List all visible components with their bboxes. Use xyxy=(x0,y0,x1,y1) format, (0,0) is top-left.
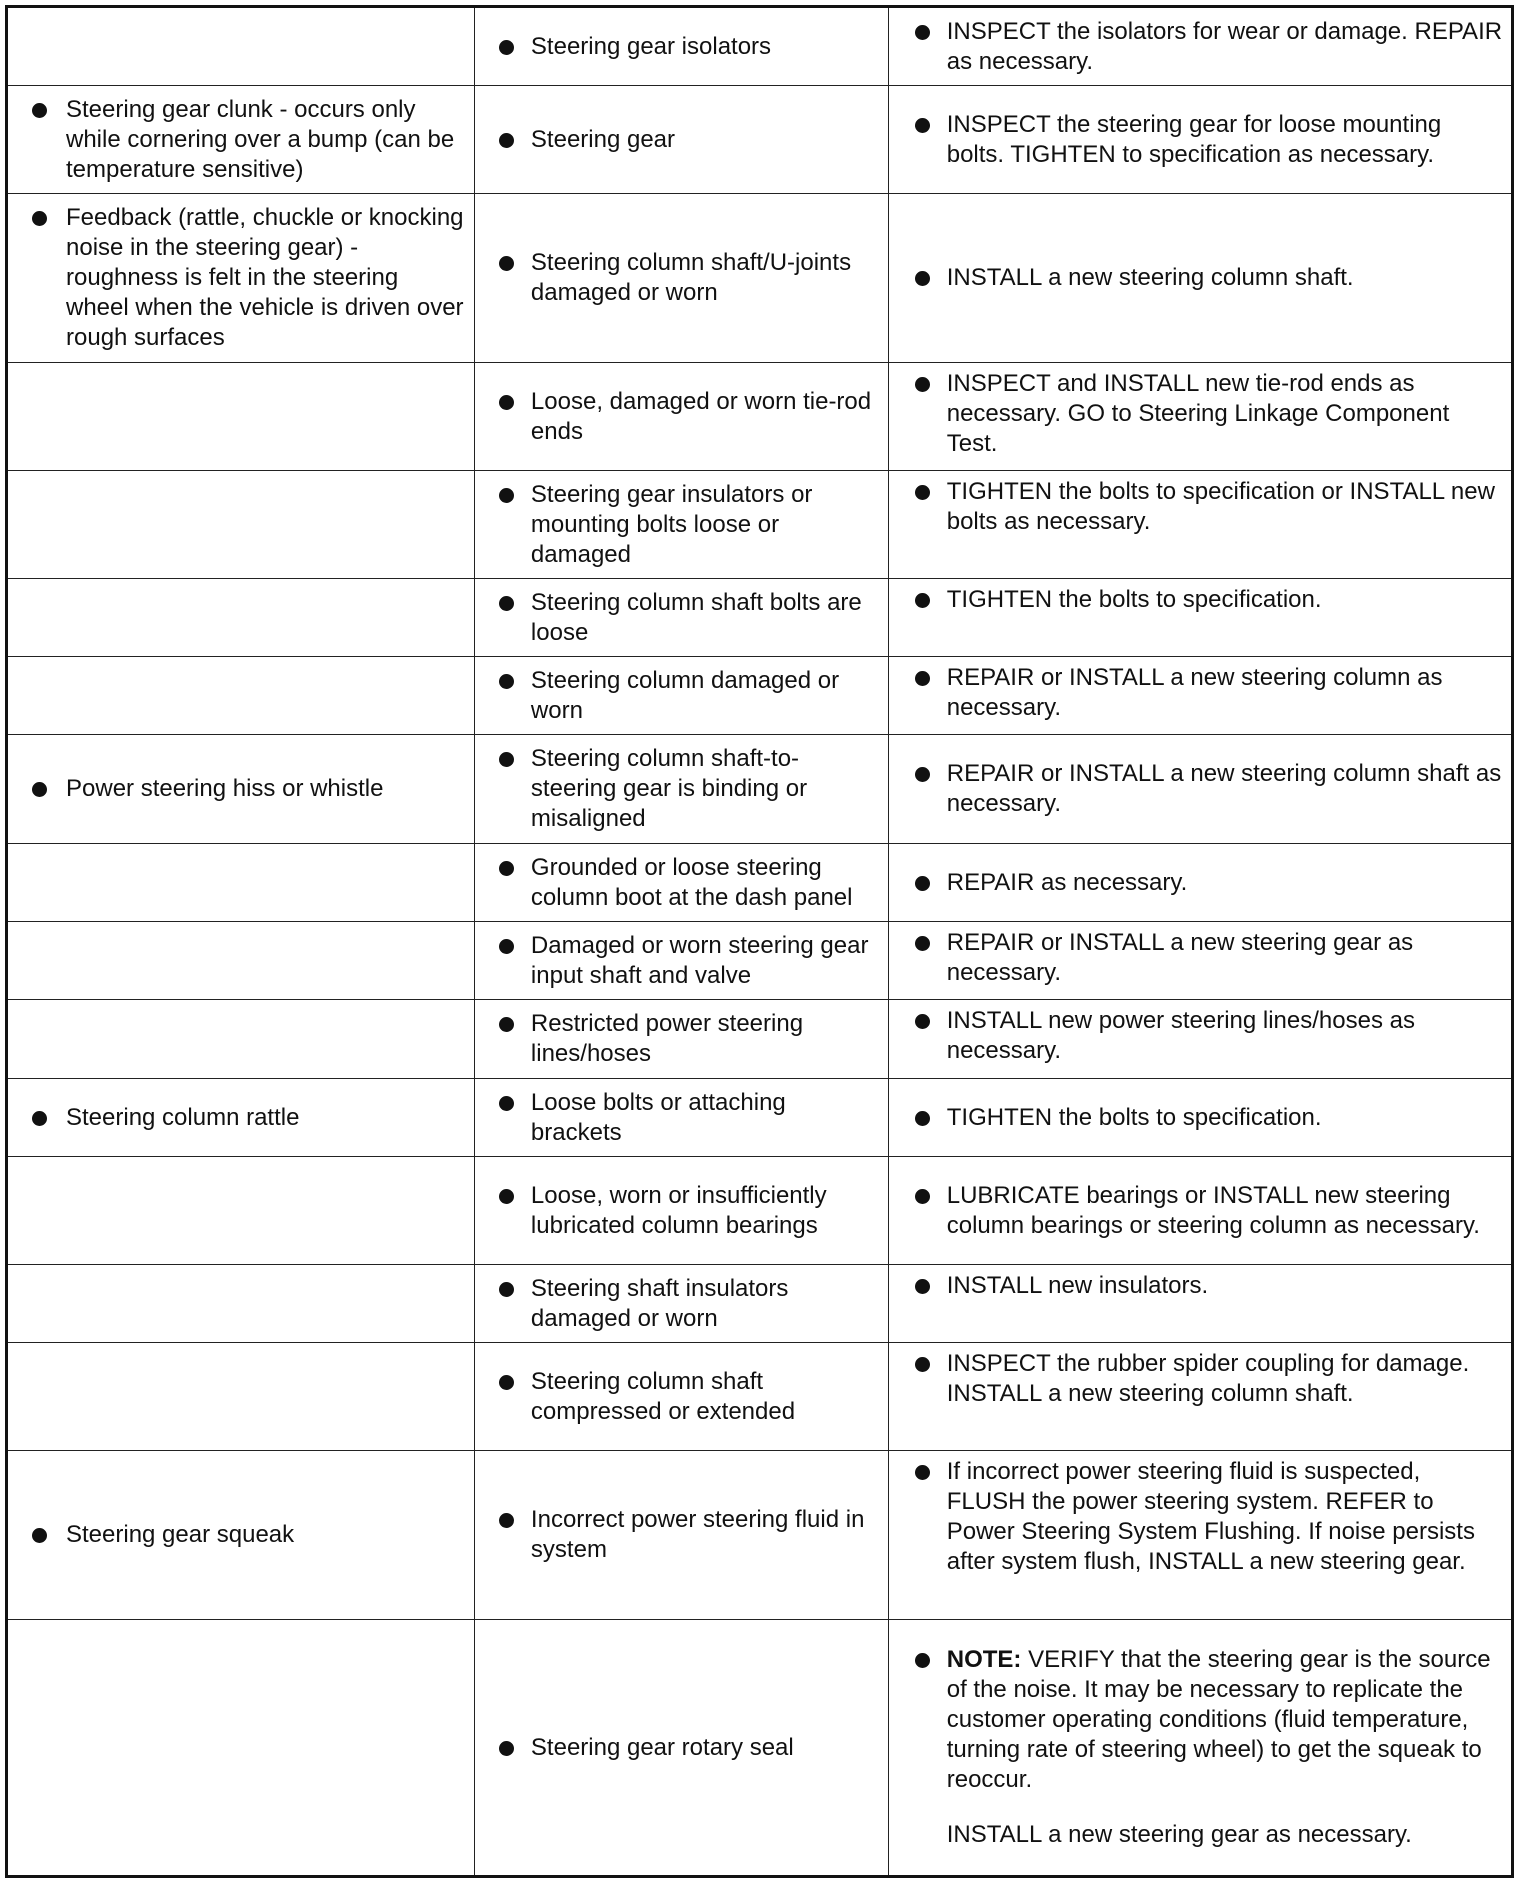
bullet-icon xyxy=(499,752,514,767)
condition-cell xyxy=(7,1157,475,1265)
action-cell xyxy=(888,1620,1512,1877)
action-cell-text: TIGHTEN the bolts to specification. xyxy=(946,586,1322,613)
cause-cell xyxy=(474,1079,888,1157)
condition-cell-text: Steering column rattle xyxy=(66,1103,300,1131)
cause-cell xyxy=(474,86,888,194)
condition-cell xyxy=(7,194,475,363)
bullet-icon xyxy=(915,377,930,392)
cause-cell xyxy=(474,735,888,844)
cause-cell-text: Damaged or worn steering gear input shaft and valve xyxy=(530,931,869,989)
cause-cell-text: Steering gear isolators xyxy=(530,32,772,60)
cause-cell xyxy=(474,844,888,922)
condition-cell xyxy=(7,1079,475,1157)
cause-cell-text: Restricted power steering lines/hoses xyxy=(530,1010,804,1067)
cause-cell xyxy=(474,579,888,657)
cause-cell xyxy=(474,1265,888,1343)
condition-cell xyxy=(7,86,475,194)
bullet-icon xyxy=(499,1375,514,1390)
cause-cell-text: Grounded or loose steering column boot at the dash panel xyxy=(530,853,853,911)
bullet-icon xyxy=(499,861,514,876)
cause-cell xyxy=(474,471,888,579)
bullet-icon xyxy=(915,1111,930,1126)
action-cell-text: INSTALL a new steering column shaft. xyxy=(946,264,1354,291)
bullet-icon xyxy=(499,674,514,689)
bullet-icon xyxy=(915,767,930,782)
condition-cell xyxy=(7,735,475,844)
action-cell xyxy=(888,922,1512,1000)
action-cell-text: TIGHTEN the bolts to specification. xyxy=(946,1103,1322,1131)
action-cell-text: REPAIR or INSTALL a new steering column shaft as necessary. xyxy=(946,760,1502,817)
action-cell xyxy=(888,194,1512,363)
cause-cell-text: Loose, damaged or worn tie-rod ends xyxy=(530,387,872,445)
table-row xyxy=(7,1343,1513,1451)
cause-cell xyxy=(474,363,888,471)
table-row xyxy=(7,1451,1513,1620)
note-label: NOTE: xyxy=(946,1646,1022,1673)
bullet-icon xyxy=(915,25,930,40)
cause-cell-text: Steering gear xyxy=(530,125,676,153)
action-cell-text: INSTALL new insulators. xyxy=(946,1272,1209,1299)
table-row xyxy=(7,1079,1513,1157)
note-paragraph xyxy=(947,1645,1505,1795)
condition-cell xyxy=(7,1343,475,1451)
bullet-icon xyxy=(915,936,930,951)
bullet-icon xyxy=(499,1017,514,1032)
action-cell-text: REPAIR or INSTALL a new steering column as necessary. xyxy=(946,664,1443,721)
cause-cell xyxy=(474,1157,888,1265)
action-cell xyxy=(888,7,1512,86)
condition-cell xyxy=(7,579,475,657)
action-cell-text: INSPECT the isolators for wear or damage. REPAIR as necessary. xyxy=(946,17,1503,75)
action-cell xyxy=(888,657,1512,735)
cause-cell-text: Loose, worn or insufficiently lubricated column bearings xyxy=(530,1181,827,1239)
bullet-icon xyxy=(915,1279,930,1294)
bullet-icon xyxy=(499,40,514,55)
condition-cell xyxy=(7,1265,475,1343)
cause-cell-text: Steering gear rotary seal xyxy=(530,1733,794,1761)
diagnosis-table xyxy=(5,5,1514,1878)
bullet-icon xyxy=(32,103,47,118)
action-cell-text: INSPECT and INSTALL new tie-rod ends as necessary. GO to Steering Linkage Component Test. xyxy=(946,370,1450,457)
action-cell-text: INSTALL new power steering lines/hoses as necessary. xyxy=(946,1007,1415,1064)
bullet-icon xyxy=(499,1282,514,1297)
note-text: VERIFY that the steering gear is the source of the noise. It may be necessary to replicate the customer operating conditions (fluid temperature, turning rate of steering wheel) to get the squeak to reoccur. xyxy=(946,1646,1491,1793)
bullet-icon xyxy=(499,1513,514,1528)
bullet-icon xyxy=(32,1111,47,1126)
bullet-icon xyxy=(499,1189,514,1204)
cause-cell-text: Steering shaft insulators damaged or worn xyxy=(530,1274,789,1332)
cause-cell xyxy=(474,657,888,735)
bullet-icon xyxy=(915,1357,930,1372)
cause-cell-text: Steering column shaft compressed or extended xyxy=(530,1367,796,1425)
bullet-icon xyxy=(32,1528,47,1543)
condition-cell xyxy=(7,363,475,471)
bullet-icon xyxy=(915,671,930,686)
action-cell xyxy=(888,363,1512,471)
table-row xyxy=(7,579,1513,657)
condition-cell xyxy=(7,657,475,735)
table-row xyxy=(7,1000,1513,1079)
action-cell xyxy=(888,1079,1512,1157)
bullet-icon xyxy=(499,1096,514,1111)
bullet-icon xyxy=(915,593,930,608)
cause-cell xyxy=(474,1620,888,1877)
bullet-icon xyxy=(499,596,514,611)
bullet-icon xyxy=(499,133,514,148)
table-row xyxy=(7,922,1513,1000)
cause-cell xyxy=(474,7,888,86)
cause-cell xyxy=(474,1000,888,1079)
condition-cell-text: Feedback (rattle, chuckle or knocking noise in the steering gear) - roughness is felt in the steering wheel when the vehicle is driven over rough surfaces xyxy=(66,204,464,351)
condition-cell xyxy=(7,922,475,1000)
cause-cell-text: Loose bolts or attaching brackets xyxy=(530,1088,786,1146)
action-cell-text: If incorrect power steering fluid is suspected, FLUSH the power steering system. REFER to Power Steering System Flushing. If noise persists after system flush, INSTALL a new steering gear. xyxy=(946,1458,1475,1575)
action-cell xyxy=(888,1265,1512,1343)
action-cell xyxy=(888,844,1512,922)
action-cell xyxy=(888,1343,1512,1451)
cause-cell-text: Steering column damaged or worn xyxy=(530,666,840,724)
diagnosis-table-body xyxy=(7,7,1513,1877)
bullet-icon xyxy=(499,488,514,503)
bullet-icon xyxy=(915,271,930,286)
table-row xyxy=(7,735,1513,844)
condition-cell xyxy=(7,1451,475,1620)
table-row xyxy=(7,1265,1513,1343)
bullet-icon xyxy=(32,782,47,797)
condition-cell xyxy=(7,471,475,579)
cause-cell-text: Steering column shaft bolts are loose xyxy=(530,588,862,646)
table-row xyxy=(7,844,1513,922)
action-cell xyxy=(888,579,1512,657)
action-cell xyxy=(888,1157,1512,1265)
cause-cell-text: Steering column shaft/U-joints damaged or worn xyxy=(530,249,852,306)
action-cell-text: REPAIR or INSTALL a new steering gear as necessary. xyxy=(946,929,1414,986)
condition-cell xyxy=(7,1620,475,1877)
condition-cell-text: Power steering hiss or whistle xyxy=(66,775,384,802)
bullet-icon xyxy=(915,1465,930,1480)
cause-cell xyxy=(474,1343,888,1451)
table-row xyxy=(7,194,1513,363)
action-cell xyxy=(888,735,1512,844)
action-cell-text: TIGHTEN the bolts to specification or INSTALL new bolts as necessary. xyxy=(946,478,1495,535)
table-row xyxy=(7,1157,1513,1265)
bullet-icon xyxy=(499,1741,514,1756)
condition-cell xyxy=(7,1000,475,1079)
bullet-icon xyxy=(915,1189,930,1204)
condition-cell xyxy=(7,7,475,86)
action-cell xyxy=(888,1451,1512,1620)
condition-cell xyxy=(7,844,475,922)
bullet-icon xyxy=(32,211,47,226)
bullet-icon xyxy=(915,1014,930,1029)
table-row xyxy=(7,86,1513,194)
table-row xyxy=(7,7,1513,86)
cause-cell xyxy=(474,1451,888,1620)
action-cell xyxy=(888,471,1512,579)
bullet-icon xyxy=(499,256,514,271)
cause-cell-text: Steering column shaft-to-steering gear is binding or misaligned xyxy=(530,745,808,832)
bullet-icon xyxy=(499,939,514,954)
action-cell-text: INSPECT the rubber spider coupling for damage. INSTALL a new steering column shaft. xyxy=(946,1350,1470,1407)
bullet-icon xyxy=(915,118,930,133)
cause-cell xyxy=(474,922,888,1000)
final-action-text: INSTALL a new steering gear as necessary. xyxy=(946,1821,1412,1848)
action-cell xyxy=(888,1000,1512,1079)
bullet-icon xyxy=(915,1653,930,1668)
action-cell-text: LUBRICATE bearings or INSTALL new steering column bearings or steering column as necessary. xyxy=(946,1181,1480,1239)
table-row xyxy=(7,471,1513,579)
bullet-icon xyxy=(499,395,514,410)
table-row xyxy=(7,1620,1513,1877)
cause-cell-text: Incorrect power steering fluid in system xyxy=(530,1506,865,1563)
table-row xyxy=(7,657,1513,735)
condition-cell-text: Steering gear squeak xyxy=(66,1521,295,1548)
table-row xyxy=(7,363,1513,471)
bullet-icon xyxy=(915,876,930,891)
action-cell-text: INSPECT the steering gear for loose mounting bolts. TIGHTEN to specification as necessary. xyxy=(946,110,1442,168)
action-cell xyxy=(888,86,1512,194)
cause-cell-text: Steering gear insulators or mounting bolts loose or damaged xyxy=(530,480,813,568)
cause-cell xyxy=(474,194,888,363)
bullet-icon xyxy=(915,485,930,500)
action-cell-text: REPAIR as necessary. xyxy=(946,868,1188,896)
condition-cell-text: Steering gear clunk - occurs only while cornering over a bump (can be temperature sensitive) xyxy=(66,95,455,183)
